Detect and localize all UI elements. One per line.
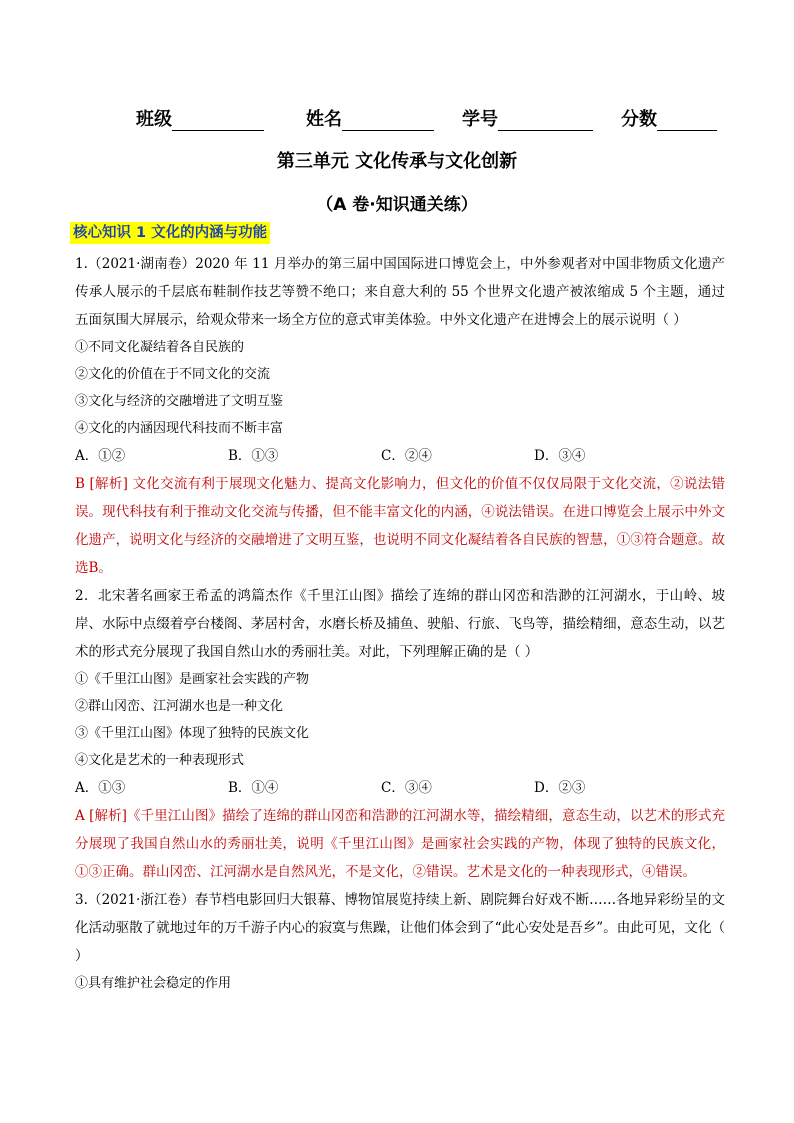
name-blank[interactable] bbox=[342, 110, 434, 131]
question-stem: 3.（2021·浙江卷）春节档电影回归大银幕、博物馆展览持续上新、剧院舞台好戏不断……各地异彩纷呈的文化活动驱散了就地过年的万千游子内心的寂寞与焦躁，让他们体会到了“此心安处是吾乡”。由此可见，文化（ ） bbox=[75, 892, 725, 964]
question-stem: 1.（2021·湖南卷）2020 年 11 月举办的第三届中国国际进口博览会上，中外参观者对中国非物质文化遗产传承人展示的千层底布鞋制作技艺等赞不绝口；来自意大利的 55 个世界文化遗产被浓缩成 5 个主题，通过五面氛围大屏展示，给观众带来一场全方位的意式审美体验。中外文化遗产在进博会上的展示说明（ ） bbox=[75, 256, 725, 328]
section-label: 核心知识 1 文化的内涵与功能 bbox=[70, 222, 270, 244]
question-1 bbox=[75, 250, 725, 582]
question-stem: 2．北宋著名画家王希孟的鸿篇杰作《千里江山图》描绘了连绵的群山冈峦和浩渺的江河湖水，于山岭、坡岸、水际中点缀着亭台楼阁、茅居村舍，水磨长桥及捕鱼、驶船、行旅、飞鸟等，描绘精细，意态生动，以艺术的形式充分展现了我国自然山水的秀丽壮美。对此，下列理解正确的是（ ） bbox=[75, 588, 725, 660]
name-field bbox=[306, 105, 434, 131]
statement-option: ①具有维护社会稳定的作用 bbox=[75, 976, 232, 991]
choice-c[interactable]: C．③④ bbox=[381, 780, 432, 796]
statement-option: ④文化是艺术的一种表现形式 bbox=[75, 753, 245, 768]
choice-a[interactable]: A．①③ bbox=[75, 780, 126, 796]
choice-d[interactable]: D．②③ bbox=[534, 780, 586, 796]
statement-option: ①《千里江山图》是画家社会实践的产物 bbox=[75, 672, 310, 687]
choice-b[interactable]: B．①③ bbox=[228, 448, 279, 464]
score-field bbox=[621, 105, 717, 131]
statement-option: ②群山冈峦、江河湖水也是一种文化 bbox=[75, 699, 284, 714]
class-field bbox=[136, 105, 264, 131]
unit-subtitle: （A 卷·知识通关练） bbox=[316, 195, 478, 215]
answer-analysis: B [解析] 文化交流有利于展现文化魅力、提高文化影响力，但文化的价值不仅仅局限于文化交流，②说法错误。现代科技有利于推动文化交流与传播，但不能丰富文化的内涵，④说法错误。在进口博览会上展示中外文化遗产，说明文化与经济的交融增进了文明互鉴，也说明不同文化凝结着各自民族的智慧，①③符合题意。故选B。 bbox=[75, 476, 725, 576]
choice-b[interactable]: B．①④ bbox=[228, 780, 279, 796]
answer-choices bbox=[75, 774, 725, 802]
choice-a[interactable]: A．①② bbox=[75, 448, 126, 464]
choice-d[interactable]: D．③④ bbox=[534, 448, 586, 464]
statement-option: ④文化的内涵因现代科技而不断丰富 bbox=[75, 421, 284, 436]
question-list bbox=[75, 250, 725, 997]
unit-title: 第三单元 文化传承与文化创新 bbox=[276, 151, 518, 172]
question-3 bbox=[75, 886, 725, 997]
statement-option: ②文化的价值在于不同文化的交流 bbox=[75, 367, 271, 382]
score-blank[interactable] bbox=[657, 110, 717, 131]
choice-c[interactable]: C．②④ bbox=[381, 448, 432, 464]
student-id-blank[interactable] bbox=[498, 110, 593, 131]
student-id-label: 学号 bbox=[462, 109, 498, 130]
question-2 bbox=[75, 582, 725, 886]
score-label: 分数 bbox=[621, 109, 657, 130]
statement-option: ①不同文化凝结着各自民族的 bbox=[75, 340, 245, 355]
student-id-field bbox=[462, 105, 593, 131]
class-label: 班级 bbox=[136, 109, 172, 130]
answer-analysis: A [解析]《千里江山图》描绘了连绵的群山冈峦和浩渺的江河湖水等，描绘精细，意态生动，以艺术的形式充分展现了我国自然山水的秀丽壮美，说明《千里江山图》是画家社会实践的产物，体现了独特的民族文化，①③正确。群山冈峦、江河湖水是自然风光，不是文化，②错误。艺术是文化的一种表现形式，④错误。 bbox=[75, 808, 725, 880]
class-blank[interactable] bbox=[172, 110, 264, 131]
statement-option: ③《千里江山图》体现了独特的民族文化 bbox=[75, 726, 310, 741]
name-label: 姓名 bbox=[306, 109, 342, 130]
statement-option: ③文化与经济的交融增进了文明互鉴 bbox=[75, 394, 284, 409]
student-info-row bbox=[136, 105, 726, 131]
answer-choices bbox=[75, 442, 725, 470]
